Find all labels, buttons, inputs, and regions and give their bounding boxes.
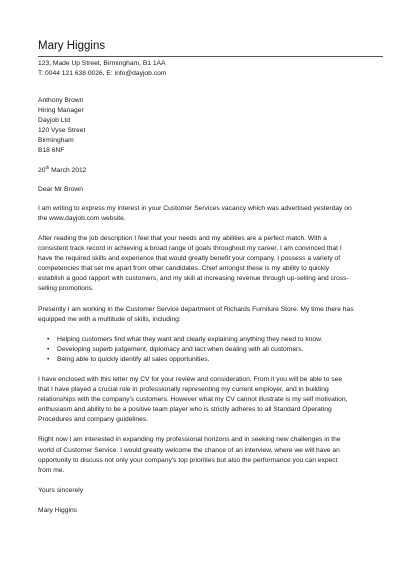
salutation: Dear Mr Brown [38, 185, 83, 193]
paragraph-line: opportunity to discuss not only your company’s top priorities but also the performance you can expect [38, 456, 338, 464]
paragraph-line: from me. [38, 466, 65, 474]
recipient-line: Dayjob Ltd [38, 117, 70, 125]
paragraph-line: Procedures and company guidelines. [38, 416, 149, 424]
paragraph-line: the www.dayjob.com website. [38, 214, 126, 222]
recipient-line: B18 6NF [38, 147, 65, 155]
paragraph-line: competencies that set me apart from other candidates. Chief amongst these is my ability to quickly [38, 265, 330, 273]
paragraph-cv [38, 375, 383, 425]
paragraph-line: Presently I am working in the Customer Service department of Richards Furniture Store. My time there has [38, 305, 354, 313]
skills-list-item: • Developing superb judgement, diplomacy and tact when dealing with all customers. [38, 345, 383, 355]
paragraph-line: have the required skills and experience that would greatly benefit your company. I possess a variety of [38, 255, 341, 263]
recipient-line: 120 Vyse Street [38, 127, 86, 135]
skills-list-item: • Being able to quickly identify all sales opportunities. [38, 355, 383, 365]
paragraph-line: consistent track record in achieving a broad range of goals throughout my career, I am convinced that I [38, 245, 342, 253]
sender-address: 123, Made Up Street, Birmingham, B1 1AA [38, 60, 166, 67]
skills-list [38, 335, 383, 365]
paragraph-line: world of Customer Service. I would greatly welcome the chance of an interview, where we will have an [38, 446, 340, 454]
paragraph-intro [38, 204, 383, 224]
date-suffix: th [45, 164, 50, 170]
recipient-line: Hiring Manager [38, 107, 84, 115]
recipient-address [38, 96, 383, 157]
sender-phone-email: T: 0044 121 638 0026, E: info@dayjob.com [38, 70, 167, 77]
letter-header [38, 39, 383, 79]
paragraph-line: enthusiasm and ability to be a positive team player who is strictly adheres to all Standard Operating [38, 406, 332, 414]
paragraph-line: equipped me with a multitude of skills, including: [38, 315, 181, 323]
paragraph-line: I have enclosed with this letter my CV for your review and consideration. From it you will be able to see [38, 375, 343, 383]
paragraph-line: After reading the job description I feel that your needs and my abilities are a perfect match. With a [38, 234, 327, 242]
paragraph-line: selling promotions. [38, 285, 94, 293]
recipient-line: Anthony Brown [38, 97, 84, 104]
paragraph-line: Right now I am interested in expanding my professional horizons and in seeking new challenges in the [38, 436, 341, 444]
date-day: 20 [38, 166, 46, 174]
letter-body [38, 96, 383, 516]
paragraph-line: establish a good rapport with customers, and my skill at increasing revenue through up-selling and cross- [38, 275, 349, 283]
signature-name: Mary Higgins [38, 506, 78, 514]
letter-date [38, 166, 383, 176]
paragraph-current-role [38, 305, 383, 325]
paragraph-match [38, 234, 383, 295]
recipient-line: Birmingham [38, 137, 74, 145]
sender-contact [38, 59, 383, 79]
paragraph-interview [38, 435, 383, 475]
paragraph-line: I am writing to express my interest in your Customer Services vacancy which was advertised yesterday on [38, 204, 352, 212]
paragraph-line: that I have played a crucial role in professionally representing my current employer, and in building [38, 386, 329, 394]
closing: Yours sincerely [38, 486, 84, 494]
paragraph-line: relationships with the company’s customers. However what my CV cannot illustrate is my self motivation, [38, 396, 348, 404]
header-divider [38, 56, 383, 57]
sender-name: Mary Higgins [38, 40, 106, 52]
date-rest: March 2012 [49, 166, 87, 174]
skills-list-item: • Helping customers find what they want and clearly explaining anything they need to know. [38, 335, 383, 345]
